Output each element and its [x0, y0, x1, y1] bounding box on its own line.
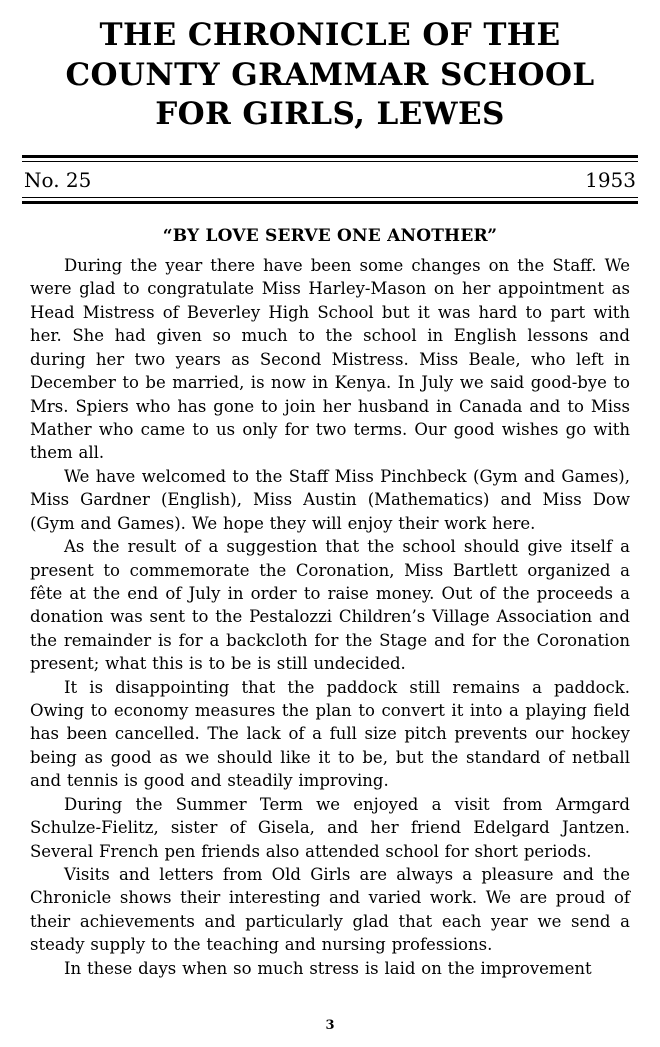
masthead-line-1: THE CHRONICLE OF THE: [99, 17, 561, 53]
article-paragraph: During the Summer Term we enjoyed a visit from Armgard Schulze-Fielitz, sister of Gisela, and her friend Edelgard Jantzen. Several French pen friends also attended school for short periods.: [30, 794, 630, 861]
article-paragraph: In these days when so much stress is laid on the improvement: [64, 958, 592, 978]
issue-year: 1953: [585, 168, 636, 193]
article-paragraph: Visits and letters from Old Girls are always a pleasure and the Chronicle shows their interesting and varied work. We are proud of their achievements and particularly glad that each year we send a steady supply to the teaching and nursing professions.: [30, 864, 630, 955]
issue-rule-block: [22, 155, 638, 204]
page-number: 3: [325, 1018, 335, 1033]
masthead: [22, 16, 638, 135]
issue-row: [22, 162, 638, 197]
issue-number: No. 25: [24, 168, 92, 193]
rule-bottom: [22, 197, 638, 204]
masthead-line-2: COUNTY GRAMMAR SCHOOL: [65, 56, 595, 93]
masthead-line-3: FOR GIRLS, LEWES: [155, 96, 505, 133]
article-paragraph: During the year there have been some changes on the Staff. We were glad to congratulate Miss Harley-Mason on her appointment as Head Mistress of Beverley High School but it was hard to part with her. She had given so much to the school in English lessons and during her two years as Second Mistress. Miss Beale, who left in December to be married, is now in Kenya. In July we said good-bye to Mrs. Spiers who has gone to join her husband in Canada and to Miss Mather who came to us only for two terms. Our good wishes go with them all.: [30, 256, 630, 463]
article-title: “BY LOVE SERVE ONE ANOTHER”: [162, 226, 498, 247]
rule-top: [22, 155, 638, 162]
article-paragraph: It is disappointing that the paddock still remains a paddock. Owing to economy measures the plan to convert it into a playing field has been cancelled. The lack of a full size pitch prevents our hockey being as good as we should like it to be, but the standard of netball and tennis is good and steadily improving.: [30, 677, 630, 791]
article-paragraph: We have welcomed to the Staff Miss Pinchbeck (Gym and Games), Miss Gardner (English), Miss Austin (Mathematics) and Miss Dow (Gym and Games). We hope they will enjoy their work here.: [30, 466, 630, 533]
article-paragraph: As the result of a suggestion that the school should give itself a present to commemorate the Coronation, Miss Bartlett organized a fête at the end of July in order to raise money. Out of the proceeds a donation was sent to the Pestalozzi Children’s Village Association and the remainder is for a backcloth for the Stage and for the Coronation present; what this is to be is still undecided.: [30, 537, 630, 674]
article: [22, 226, 638, 980]
